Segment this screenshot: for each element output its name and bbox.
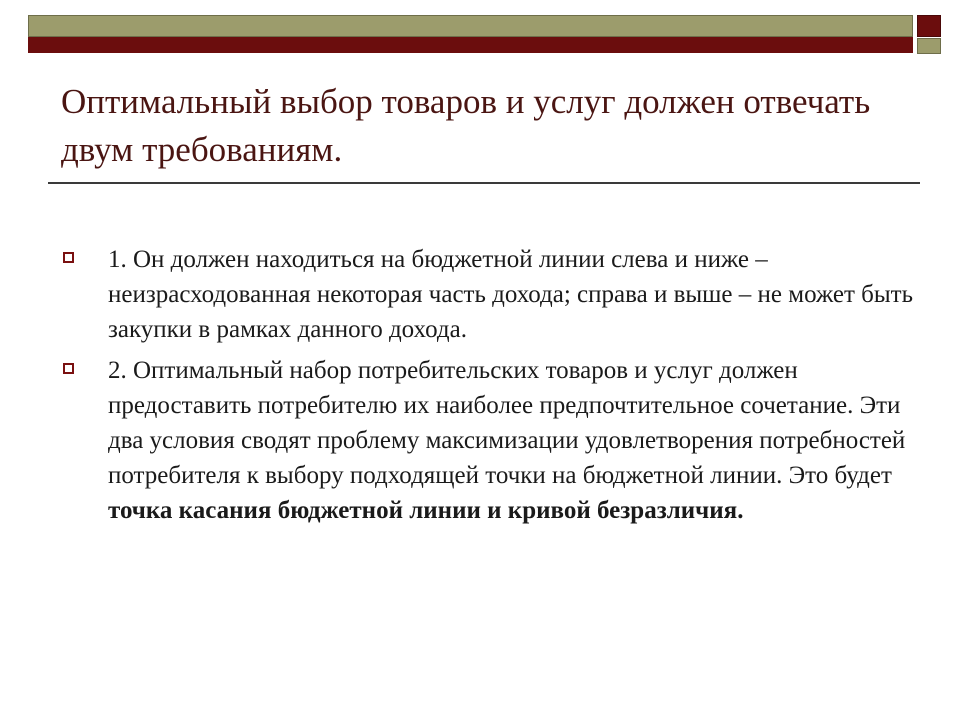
bullet-bold-text: точка касания бюджетной линии и кривой безразличия. [108, 497, 744, 524]
square-bullet-icon [63, 252, 74, 263]
header-bar-olive [28, 15, 913, 37]
corner-square-olive [917, 38, 941, 54]
title-divider [48, 182, 920, 184]
bullet-item-1 [60, 242, 920, 347]
corner-square-red [917, 15, 941, 37]
bullet-item-2 [60, 353, 920, 528]
bullet-text: 1. Он должен находиться на бюджетной линии слева и ниже – неизрасходованная некоторая часть дохода; справа и выше – не может быть закупки в рамках данного дохода. [108, 246, 914, 343]
bullet-text: 2. Оптимальный набор потребительских товаров и услуг должен предоставить потребителю их наиболее предпочтительное сочетание. Эти два условия сводят проблему максимизации удовлетворения потребностей потребителя к выбору подходящей точки на бюджетной линии. Это будет [108, 357, 906, 489]
square-bullet-icon [63, 363, 74, 374]
header-bar-red [28, 37, 913, 53]
bullet-list [60, 242, 920, 534]
slide-title: Оптимальный выбор товаров и услуг должен отвечать двум требованиям. [61, 82, 871, 169]
